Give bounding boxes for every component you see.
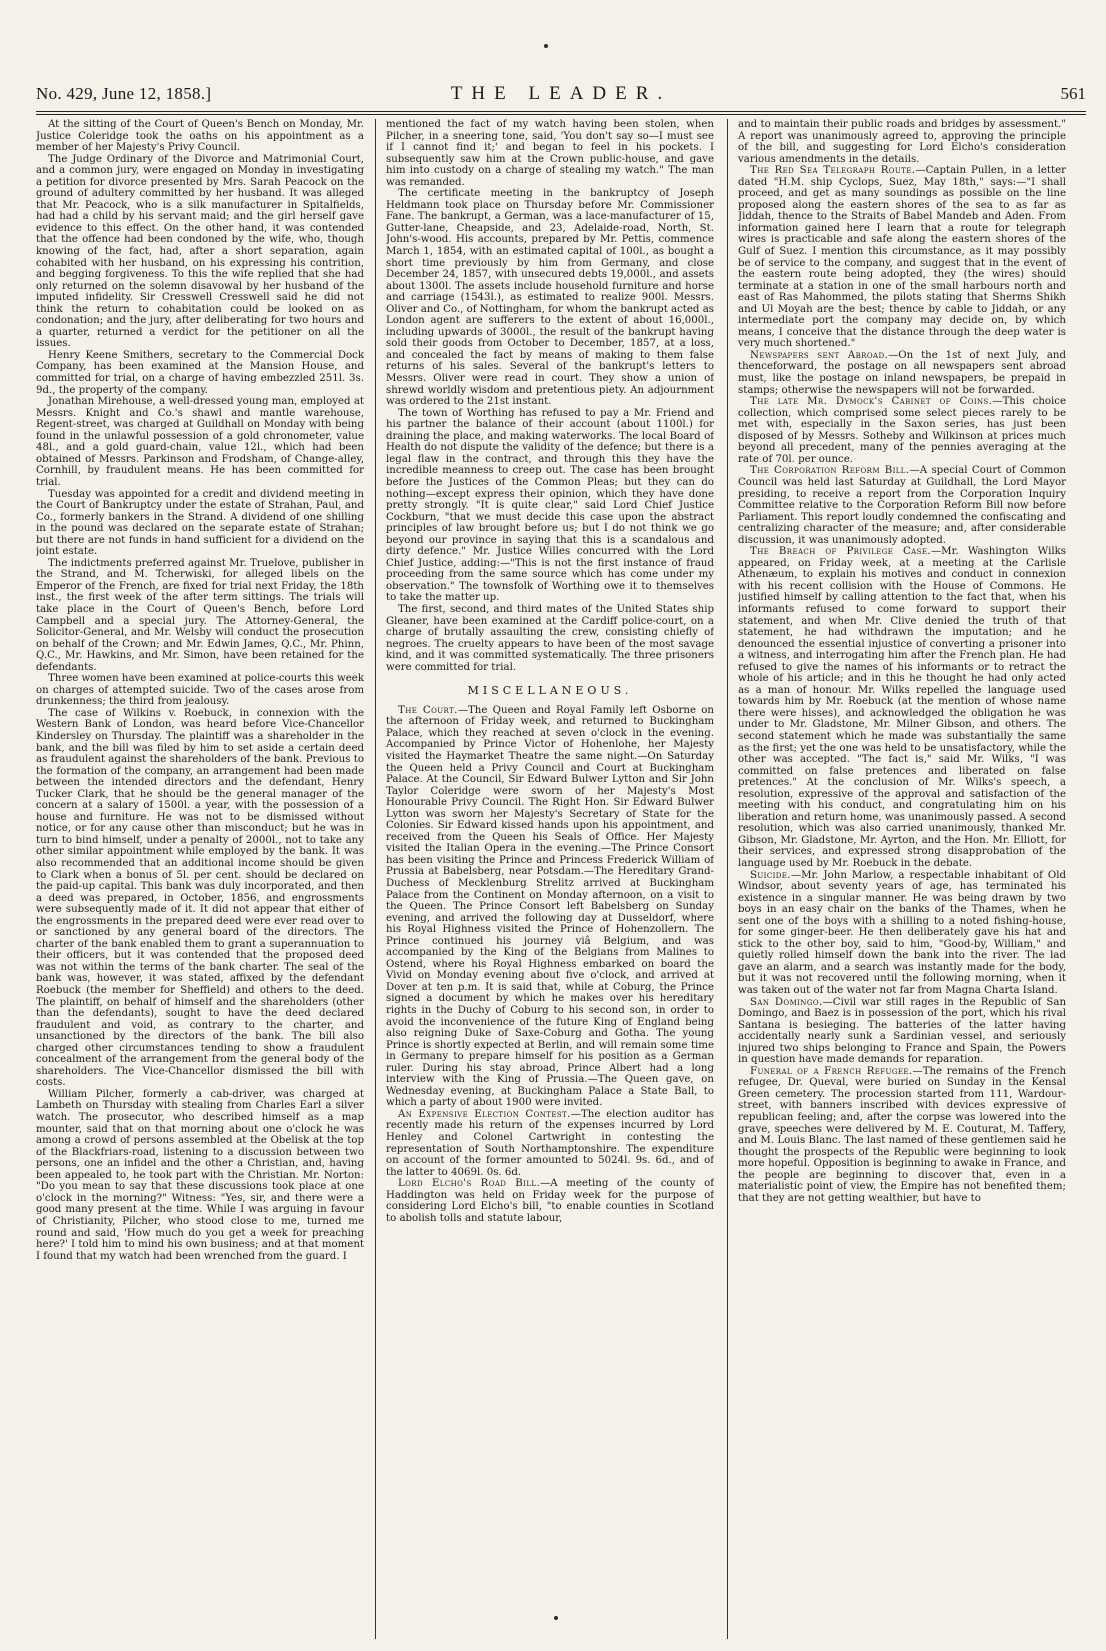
article-lead: Funeral of a French Refugee. <box>750 1065 913 1077</box>
article-paragraph <box>738 165 1066 350</box>
article-paragraph: The Judge Ordinary of the Divorce and Matrimonial Court, and a common jury, were engaged on Monday in investigating a petition for divorce presented by Mrs. Sarah Peacock on the ground of adultery committed by her husband. It was alleged that Mr. Peacock, who is a silk manufacturer in Spitalfields, had had a child by his servant maid; and the girl herself gave evidence to this effect. On the other hand, it was contended that the offence had been condoned by the wife, who, though knowing of the fact, had, after a short separation, again cohabited with her husband, on his expressing his contrition, and begging forgiveness. To this the wife replied that she had only returned on the solemn disavowal by her husband of the imputed infidelity. Sir Cresswell Cresswell said he did not think the return to cohabitation could be looked on as condonation; and the jury, after deliberating for two hours and a quarter, returned a verdict for the petitioner on all the issues. <box>36 153 364 350</box>
article-paragraph <box>386 1178 714 1224</box>
article-paragraph: Henry Keene Smithers, secretary to the Commercial Dock Company, has been examined at the Mansion House, and committed for trial, on a charge of having embezzled 251l. 3s. 9d., the property of the company. <box>36 349 364 396</box>
article-paragraph <box>738 119 1066 165</box>
column-1 <box>36 119 364 1639</box>
column-divider <box>375 119 376 1639</box>
article-paragraph <box>738 465 1066 546</box>
article-paragraph <box>738 997 1066 1066</box>
article-paragraph: Tuesday was appointed for a credit and dividend meeting in the Court of Bankruptcy under the estate of Strahan, Paul, and Co., formerly bankers in the Strand. A dividend of one shilling in the pound was declared on the separate estate of Strahan; but there are not funds in hand sufficient for a dividend on the joint estate. <box>36 488 364 558</box>
article-paragraph: mentioned the fact of my watch having been stolen, when Pilcher, in a sneering tone, said, 'You don't say so—I must see if I cannot find it;' and began to feel in his pockets. I subsequently saw him at the Crown public-house, and gave him into custody on a charge of stealing my watch." The man was remanded. <box>386 119 714 188</box>
article-paragraph: The first, second, and third mates of the United States ship Gleaner, have been examined at the Cardiff police-court, on a charge of brutally assaulting the crew, consisting chiefly of negroes. The cruelty appears to have been of the most savage kind, and it was committed systematically. The three prisoners were committed for trial. <box>386 603 714 673</box>
article-lead: The Breach of Privilege Case. <box>750 546 931 558</box>
article-paragraph: The certificate meeting in the bankruptcy of Joseph Heldmann took place on Thursday before Mr. Commissioner Fane. The bankrupt, a German, was a lace-manufacturer of 15, Gutter-lane, Cheapside, and 23, Adelaide-road, North, St. John's-wood. His accounts, prepared by Mr. Pettis, commence March 1, 1854, with an estimated capital of 100l., as bought a short time previously by him from Germany, and close December 24, 1857, with unsecured debts 19,000l., and assets about 1300l. The assets include household furniture and horse and carriage (1543l.), as estimated to realize 900l. Messrs. Oliver and Co., of Nottingham, for whom the bankrupt acted as London agent are sufferers to the extent of about 16,000l., including upwards of 3000l., the result of the bankrupt having sold their goods from October to December, 1857, at a loss, and concealed the fact by means of making to them false returns of his sales. Several of the bankrupt's letters to Messrs. Oliver were read in court. They show a union of shrewd worldly wisdom and pretentious piety. An adjournment was ordered to the 21st instant. <box>386 188 714 408</box>
article-lead: An Expensive Election Contest. <box>398 1108 571 1120</box>
article-text: —The Queen and Royal Family left Osborne on the afternoon of Friday week, and returned to Buckingham Palace, which they reached at seven o'clock in the evening. Accompanied by Prince Victor of Hohenlohe, her Majesty visited the Haymarket Theatre the same night.—On Saturday the Queen held a Privy Council and Court at Buckingham Palace. At the Council, Sir Edward Bulwer Lytton and Sir John Taylor Coleridge were sworn of her Majesty's Most Honourable Privy Council. The Right Hon. Sir Edward Bulwer Lytton was sworn her Majesty's Secretary of State for the Colonies. Sir Edward kissed hands upon his appointment, and received from the Queen his Seals of Office. Her Majesty visited the Italian Opera in the evening.—The Prince Consort has been visiting the Prince and Princess Frederick William of Prussia at Babelsberg, near Potsdam.—The Hereditary Grand-Duchess of Mecklenburg Strelitz arrived at Buckingham Palace from the Continent on Monday afternoon, on a visit to the Queen. The Prince Consort left Babelsberg on Sunday evening, and arrived the following day at Dusseldorf, where his Royal Highness visited the Prince of Hohenzollern. The Prince continued his journey viâ Belgium, and was accompanied by the King of the Belgians from Malines to Ostend, where his Royal Highness embarked on board the Vivid on Monday evening about five o'clock, and arrived at Dover at ten p.m. It is said that, while at Coburg, the Prince signed a document by which he makes over his hereditary rights in the Duchy of Coburg to his second son, in order to avoid the inconvenience of the future King of England being also reigning Duke of Saxe-Coburg and Gotha. The young Prince is shortly expected at Berlin, and will remain some time in Germany to prepare himself for his position as a German ruler. During his stay abroad, Prince Albert had a long interview with the King of Prussia.—The Queen gave, on Wednesday evening, at Buckingham Palace a State Ball, to which a party of about 1900 were invited. <box>386 704 714 1109</box>
column-2 <box>386 119 714 1639</box>
header-rule <box>36 111 1086 112</box>
scan-speck <box>544 44 548 48</box>
article-paragraph <box>738 396 1066 465</box>
article-text: —Civil war still rages in the Republic of San Domingo, and Baez is in possession of the port, which his rival Santana is besieging. The batteries of the latter having accidentally nearly sunk a Sardinian vessel, and seriously injured two ships belonging to France and Spain, the Powers in question have made demands for reparation. <box>738 996 1066 1066</box>
article-lead: The late Mr. Dymock's Cabinet of Coins. <box>750 396 993 408</box>
column-divider <box>727 119 728 1639</box>
article-paragraph: The case of Wilkins v. Roebuck, in connexion with the Western Bank of London, was heard before Vice-Chancellor Kindersley on Thursday. The plaintiff was a shareholder in the bank, and the bill was filed by him to set aside a certain deed as fraudulent against the shareholders of the bank. Previous to the formation of the company, an arrangement had been made between the intended directors and the defendant, Henry Tucker Clark, that he should be the general manager of the concern at a salary of 1500l. a year, with the possession of a house and furniture. He was not to be dismissed without notice, or for any cause other than misconduct; but he was in turn to bind himself, under a penalty of 2000l., not to take any other similar appointment while employed by the bank. It was also recommended that an additional income should be given to Clark when a bonus of 5l. per cent. should be declared on the paid-up capital. This bank was duly incorporated, and then a deed was prepared, in October, 1856, and engrossments were subsequently made of it. It did not appear that either of the engrossments in the prepared deed were ever read over to or sanctioned by any general board of the directors. The charter of the bank enabled them to grant a superannuation to their officers, but it was contended that the proposed deed was not within the terms of the bank charter. The seal of the bank was, however, it was stated, affixed by the defendant Roebuck (the member for Sheffield) and others to the deed. The plaintiff, on behalf of himself and the shareholders (other than the defendants), sought to have the deed declared fraudulent and void, as contrary to the charter, and unsanctioned by the directors of the bank. The bill also charged other circumstances tending to show a fraudulent concealment of the arrangement from the general body of the shareholders. The Vice-Chancellor dismissed the bill with costs. <box>36 707 364 1089</box>
article-paragraph <box>386 1109 714 1178</box>
article-lead: Suicide. <box>750 869 791 881</box>
article-paragraph: The indictments preferred against Mr. Truelove, publisher in the Strand, and M. Tcherwiski, for alleged libels on the Emperor of the French, are fixed for trial next Friday, the 18th inst., the first week of the after term sittings. The trials will take place in the Court of Queen's Bench, before Lord Campbell and a special jury. The Attorney-General, the Solicitor-General, and Mr. Welsby will conduct the prosecution on behalf of the Crown; and Mr. Edwin James, Q.C., Mr. Phinn, Q.C., Mr. Hawkins, and Mr. Simon, have been retained for the defendants. <box>36 557 364 673</box>
article-paragraph <box>738 350 1066 396</box>
issue-date: No. 429, June 12, 1858.] <box>36 84 212 103</box>
article-paragraph: The town of Worthing has refused to pay a Mr. Friend and his partner the balance of their account (about 1100l.) for draining the place, and making waterworks. The local Board of Health do not dispute the validity of the defence; but there is a legal flaw in the contract, and through this they have the incredible meanness to creep out. The case has been brought before the Justices of the Common Pleas; but they can do nothing—except express their opinion, which they have done pretty strongly. "It is quite clear," said Lord Chief Justice Cockburn, "that we must decide this case upon the abstract principles of law brought before us; but I do not think we go beyond our province in saying that this is a scandalous and dirty defence." Mr. Justice Willes concurred with the Lord Chief Justice, adding:—"This is not the first instance of fraud proceeding from the same source which has come under my observation." The townsfolk of Worthing owe it to themselves to take the matter up. <box>386 407 714 604</box>
article-lead: Newspapers sent Abroad. <box>750 349 889 361</box>
article-paragraph <box>738 1066 1066 1205</box>
article-paragraph: William Pilcher, formerly a cab-driver, was charged at Lambeth on Thursday with stealing from Charles Earl a silver watch. The prosecutor, who described himself as a map mounter, said that on that morning about one o'clock he was among a crowd of persons assembled at the Obelisk at the top of the Blackfriars-road, listening to a discussion between two persons, one an infidel and the other a Christian, and, having been appealed to, he took part with the Christian. Mr. Norton: "Do you mean to say that these discussions took place at one o'clock in the morning?" Witness: "Yes, sir, and there were a good many present at the time. While I was arguing in favour of Christianity, Pilcher, who stood close to me, turned me round and said, 'How much do you get a week for preaching here?' I told him to mind his own business; and at that moment I found that my watch had been wrenched from the guard. I <box>36 1088 364 1262</box>
article-lead: San Domingo. <box>750 996 823 1008</box>
newspaper-page <box>14 0 1092 1651</box>
article-text: —The election auditor has recently made his return of the expenses incurred by Lord Henley and Colonel Cartwright in contesting the representation of South Northamptonshire. The expenditure on account of the former amounted to 5024l. 9s. 6d., and of the latter to 4069l. 0s. 6d. <box>386 1108 714 1178</box>
article-text: —Mr. John Marlow, a respectable inhabitant of Old Windsor, about seventy years of age, has terminated his existence in a singular manner. He was being drawn by two boys in an easy chair on the banks of the Thames, when he sent one of the boys with a shilling to a noted fishing-house, for some ginger-beer. He then deliberately gave his hat and stick to the other boy, said to him, "Good-by, William," and quietly rolled himself down the bank into the river. The lad gave an alarm, and a search was instantly made for the body, but it was not recovered until the following morning, when it was taken out of the water not far from Magna Charta Island. <box>738 869 1066 997</box>
header-rule <box>36 114 1086 115</box>
article-lead: Lord Elcho's Road Bill. <box>398 1178 541 1190</box>
article-paragraph: Jonathan Mirehouse, a well-dressed young man, employed at Messrs. Knight and Co.'s shawl and mantle warehouse, Regent-street, was charged at Guildhall on Monday with being found in the unlawful possession of a gold chronometer, value 48l., and a gold guard-chain, value 12l., which had been obtained of Messrs. Parkinson and Frodsham, of Change-alley, Cornhill, by fraudulent means. He has been committed for trial. <box>36 396 364 488</box>
article-paragraph: Three women have been examined at police-courts this week on charges of attempted suicide. Two of the cases arose from drunkenness; the third from jealousy. <box>36 673 364 708</box>
article-text: —A special Court of Common Council was held last Saturday at Guildhall, the Lord Mayor presiding, to receive a report from the Corporation Inquiry Committee relative to the Corporation Reform Bill now before Parliament. This report loudly condemned the confiscating and centralizing character of the measure; and, after considerable discussion, it was unanimously adopted. <box>738 465 1066 546</box>
article-lead: The Red Sea Telegraph Route. <box>750 165 916 177</box>
article-paragraph <box>386 705 714 1109</box>
article-text: —The remains of the French refugee, Dr. Queval, were buried on Sunday in the Kensal Green cemetery. The procession started from 111, Wardour-street, with banners inscribed with devices expressive of republican feeling; and, after the corpse was lowered into the grave, speeches were delivered by M. E. Couturat, M. Taffery, and M. Louis Blanc. The last named of these gentlemen said he thought the prospects of the Republic were beginning to look more hopeful. Opposition is beginning to awake in France, and the people are beginning to discover that, even in a materialistic point of view, the Empire has not benefited them; that they are not getting wealthier, but have to <box>738 1065 1066 1204</box>
article-text: —Mr. Washington Wilks appeared, on Friday week, at a meeting at the Carlisle Athenæum, to explain his motives and conduct in connexion with his recent collision with the House of Commons. He justified himself by calling attention to the fact that, when his informants refused to come forward to support their statement, and when Mr. Clive denied the truth of that statement, he had withdrawn the imputation; and he denounced the essential injustice of converting a prisoner into a witness, and interrogating him after the French plan. He had refused to give the names of his informants or to retract the whole of his article; and in this he thought he had only acted as a man of honour. Mr. Wilks repelled the language used towards him by Mr. Roebuck (at the mention of whose name there were hisses), and acknowledged the obligation he was under to Mr. Gladstone, Mr. Milner Gibson, and others. The second statement which he made was substantially the same as the first; yet the one was held to be unsatisfactory, while the other was accepted. "The fact is," said Mr. Wilks, "I was committed on false pretences and liberated on false pretences." At the conclusion of Mr. Wilks's speech, a resolution, expressive of the approval and satisfaction of the meeting with his conduct, and congratulating him on his liberation and return home, was unanimously passed. A second resolution, which was also carried unanimously, thanked Mr. Gibson, Mr. Gladstone, Mr. Ayrton, and the Hon. Mr. Elliott, for their services, and expressed strong disapprobation of the language used by Mr. Roebuck in the debate. <box>738 546 1066 869</box>
page-header <box>36 84 1086 108</box>
article-paragraph <box>738 546 1066 869</box>
masthead-title: THE LEADER. <box>450 83 672 104</box>
article-lead: The Corporation Reform Bill. <box>750 465 910 477</box>
article-text: —This choice collection, which comprised some select pieces rarely to be met with, especially in the Saxon series, has just been disposed of by Messrs. Sotheby and Wilkinson at prices much beyond all precedent, many of the pennies averaging at the rate of 70l. per ounce. <box>738 396 1066 465</box>
article-text: —A meeting of the county of Haddington was held on Friday week for the purpose of considering Lord Elcho's bill, "to enable counties in Scotland to abolish tolls and statute labour, <box>386 1178 714 1224</box>
article-paragraph: At the sitting of the Court of Queen's Bench on Monday, Mr. Justice Coleridge took the oaths on his appointment as a member of her Majesty's Privy Council. <box>36 119 364 154</box>
section-heading: MISCELLANEOUS. <box>467 684 633 698</box>
column-3 <box>738 119 1066 1639</box>
article-text: and to maintain their public roads and bridges by assessment." A report was unanimously agreed to, approving the principle of the bill, and suggesting for Lord Elcho's consideration various amendments in the details. <box>738 119 1066 165</box>
article-text: —Captain Pullen, in a letter dated "H.M. ship Cyclops, Suez, May 18th," says:—"I shall proceed, and get as many soundings as possible on the line proposed along the eastern shores of the sea to as far as Jiddah, thence to the Straits of Babel Mandeb and Aden. From information gained here I learn that a route for telegraph wires is practicable and safe along the eastern shores of the Gulf of Suez. I mention this circumstance, as it may possibly be of service to the company, and suggest that in the event of the eastern route being adopted, they (the wires) should terminate at a station in one of the small harbours north and east of Ras Mahommed, the pilots stating that Sherms Shikh and Ul Moyah are the best; thence by cable to Jiddah, or any intermediate port the company may decide on, by which means, I conceive that the distance through the deep water is very much shortened." <box>738 165 1066 350</box>
article-paragraph <box>738 870 1066 997</box>
page-number: 561 <box>1060 84 1086 103</box>
article-text: —On the 1st of next July, and thenceforward, the postage on all newspapers sent abroad must, like the postage on inland newspapers, be prepaid in stamps; otherwise the newspapers will not be forwarded. <box>738 349 1066 396</box>
article-lead: The Court. <box>398 704 458 716</box>
